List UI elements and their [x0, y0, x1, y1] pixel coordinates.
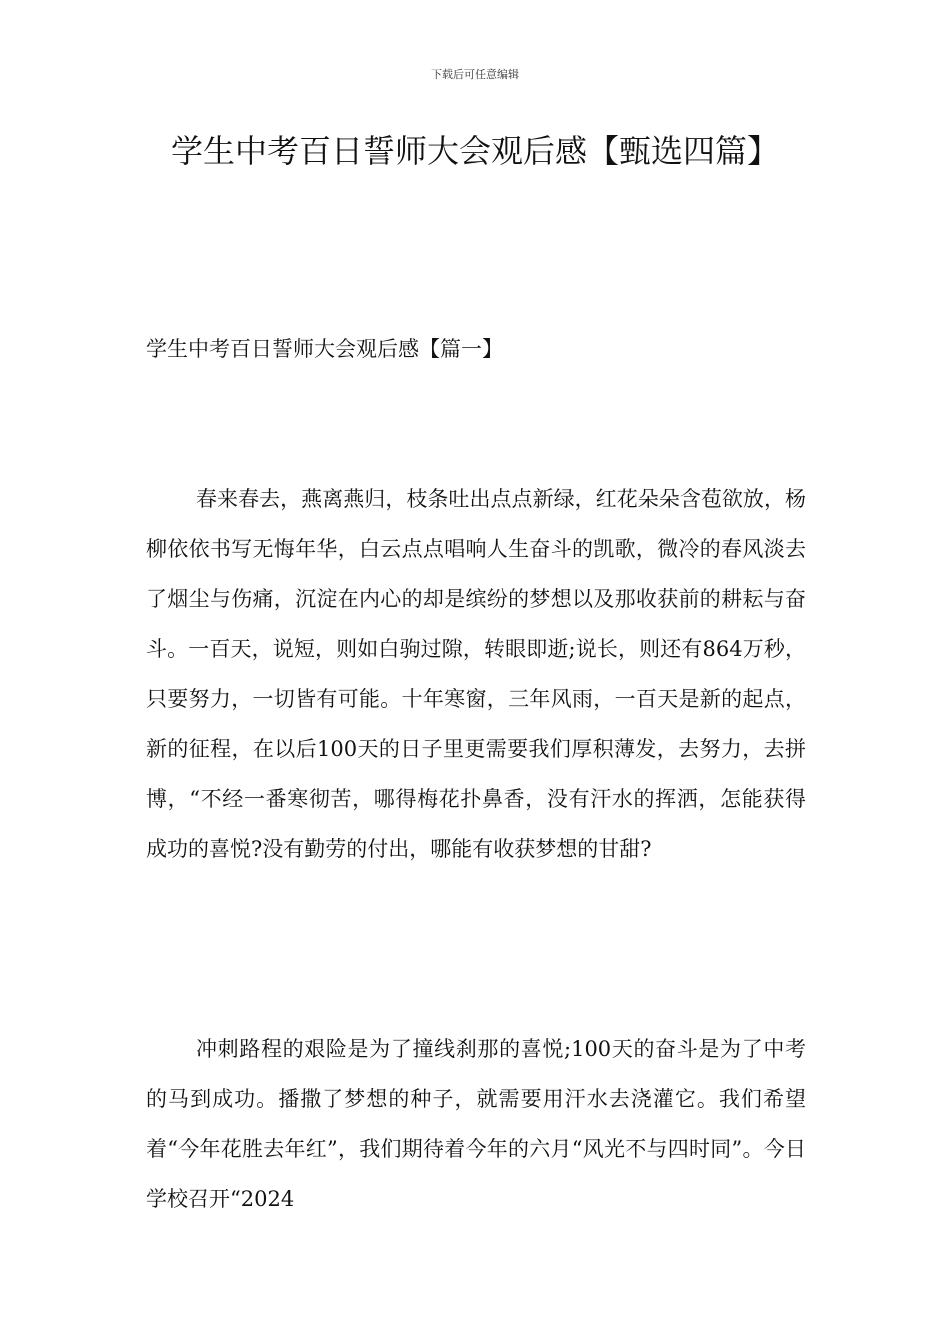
header-note: 下载后可任意编辑	[431, 68, 519, 81]
document-title: 学生中考百日誓师大会观后感【甄选四篇】	[170, 132, 779, 170]
body-paragraph: 冲刺路程的艰险是为了撞线刹那的喜悦;100天的奋斗是为了中考的马到成功。播撒了梦想的种子，就需要用汗水去浇灌它。我们希望着“今年花胜去年红”，我们期待着今年的六月“风光不与四时同”。今日学校召开“2024	[146, 1037, 806, 1211]
section-heading: 学生中考百日誓师大会观后感【篇一】	[146, 337, 503, 361]
body-paragraph: 春来春去，燕离燕归，枝条吐出点点新绿，红花朵朵含苞欲放，杨柳依依书写无悔年华，白云点点唱响人生奋斗的凯歌，微冷的春风淡去了烟尘与伤痛，沉淀在内心的却是缤纷的梦想以及那收获前的耕耘与奋斗。一百天，说短，则如白驹过隙，转眼即逝;说长，则还有864万秒，只要努力，一切皆有可能。十年寒窗，三年风雨，一百天是新的起点，新的征程，在以后100天的日子里更需要我们厚积薄发，去努力，去拼博，“不经一番寒彻苦，哪得梅花扑鼻香，没有汗水的挥洒，怎能获得成功的喜悦?没有勤劳的付出，哪能有收获梦想的甘甜?	[146, 487, 806, 861]
